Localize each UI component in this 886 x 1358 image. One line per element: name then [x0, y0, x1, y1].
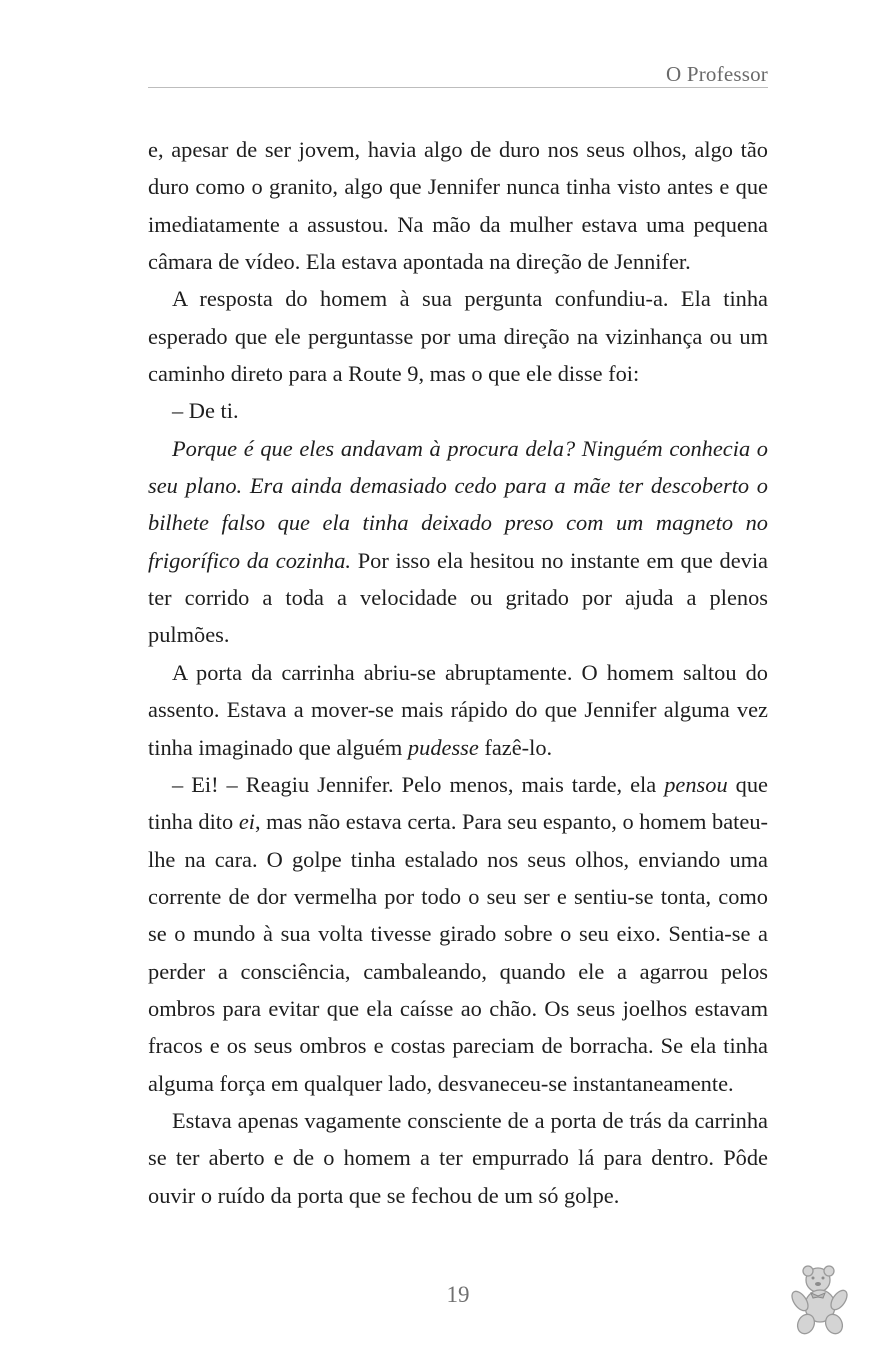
text-segment: fazê-lo. [478, 734, 553, 760]
text-segment: que tinha dito [148, 771, 768, 835]
page-number: 19 [446, 1282, 470, 1307]
text-segment: Por isso ela hesitou no instante em que devia ter corrido a toda a velocidade ou gritado por ajuda a plenos pulmões. [148, 547, 768, 648]
text-segment: A resposta do homem à sua pergunta confundiu-a. Ela tinha esperado que ele perguntasse por uma direção na vizinhança ou um caminho direto para a Route 9, mas o que ele disse foi: [148, 286, 768, 387]
paragraph [148, 766, 768, 1102]
body-text [148, 131, 768, 1214]
italic-text-segment: pensou [664, 771, 728, 797]
teddy-bear-icon [778, 1260, 858, 1340]
paragraph [148, 131, 768, 280]
paragraph [148, 280, 768, 392]
paragraph [148, 392, 768, 429]
italic-text-segment: ei [238, 809, 255, 835]
text-segment: e, apesar de ser jovem, havia algo de duro nos seus olhos, algo tão duro como o granito, algo que Jennifer nunca tinha visto antes e que imediatamente a assustou. Na mão da mulher estava uma pequena câmara de vídeo. Ela estava apontada na direção de Jennifer. [148, 137, 768, 275]
paragraph [148, 1102, 768, 1214]
header-divider [148, 87, 768, 88]
text-segment: – Ei! – Reagiu Jennifer. Pelo menos, mais tarde, ela [172, 771, 665, 797]
paragraph [148, 654, 768, 766]
text-segment: Estava apenas vagamente consciente de a porta de trás da carrinha se ter aberto e de o homem a ter empurrado lá para dentro. Pôde ouvir o ruído da porta que se fechou de um só golpe. [148, 1107, 768, 1208]
text-segment: , mas não estava certa. Para seu espanto, o homem bateu-lhe na cara. O golpe tinha estalado nos seus olhos, enviando uma corrente de dor vermelha por todo o seu ser e sentiu-se tonta, como se o mundo à sua volta tivesse girado sobre o seu eixo. Sentia-se a perder a consciência, cambaleando, quando ele a agarrou pelos ombros para evitar que ela caísse ao chão. Os seus joelhos estavam fracos e os seus ombros e costas pareciam de borracha. Se ela tinha alguma força em qualquer lado, desvaneceu-se instantaneamente. [148, 809, 768, 1096]
text-segment: A porta da carrinha abriu-se abruptamente. O homem saltou do assento. Estava a mover-se mais rápido do que Jennifer alguma vez tinha imaginado que alguém [148, 659, 768, 760]
italic-text-segment: pudesse [407, 734, 479, 760]
paragraph [148, 430, 768, 654]
italic-text-segment: Porque é que eles andavam à procura dela? Ninguém conhecia o seu plano. Era ainda demasiado cedo para a mãe ter descoberto o bilhete falso que ela tinha deixado preso com um magneto no frigorífico da cozinha. [148, 435, 768, 573]
running-header-title: O Professor [666, 62, 768, 86]
text-segment: – De ti. [172, 398, 239, 424]
